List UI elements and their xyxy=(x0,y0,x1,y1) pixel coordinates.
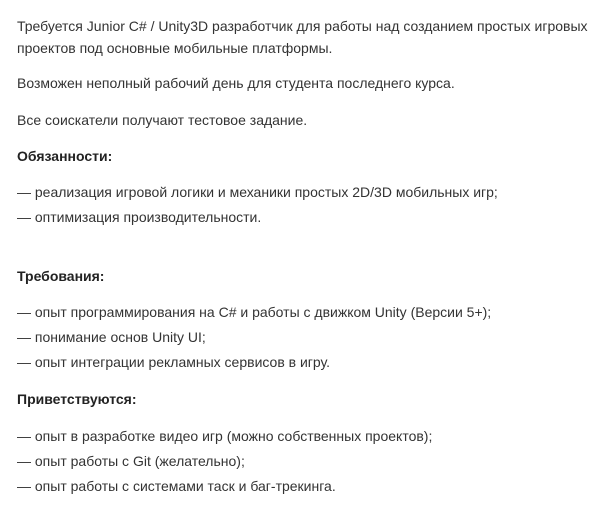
requirement-item: — опыт интеграции рекламных сервисов в игру. xyxy=(17,354,331,370)
requirement-item: — опыт программирования на C# и работы с движком Unity (Версии 5+); xyxy=(17,304,492,320)
duty-item: — реализация игровой логики и механики простых 2D/3D мобильных игр; xyxy=(17,184,498,200)
test-task-note: Все соискатели получают тестовое задание. xyxy=(17,112,308,128)
intro-text-line-2: проектов под основные мобильные платформы. xyxy=(17,40,333,56)
requirements-heading: Требования: xyxy=(17,268,105,284)
welcome-item: — опыт работы с системами таск и баг-трекинга. xyxy=(17,478,336,494)
requirement-item: — понимание основ Unity UI; xyxy=(17,329,206,345)
duty-item: — оптимизация производительности. xyxy=(17,209,262,225)
welcome-item: — опыт в разработке видео игр (можно собственных проектов); xyxy=(17,428,433,444)
duties-heading: Обязанности: xyxy=(17,148,113,164)
welcome-item: — опыт работы с Git (желательно); xyxy=(17,453,245,469)
welcome-heading: Приветствуются: xyxy=(17,391,137,407)
part-time-note: Возможен неполный рабочий день для студента последнего курса. xyxy=(17,75,455,91)
intro-text-line-1: Требуется Junior C# / Unity3D разработчик для работы над созданием простых игровых xyxy=(17,18,588,34)
